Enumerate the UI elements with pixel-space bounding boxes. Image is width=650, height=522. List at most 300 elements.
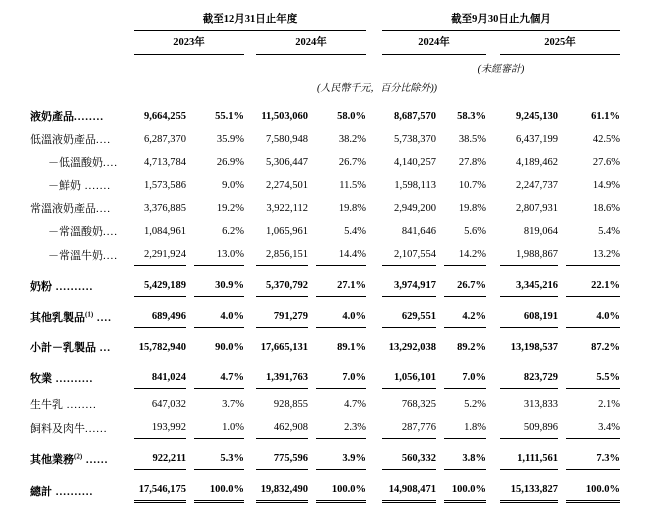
cell-percent: 10.7% [458,180,486,191]
table-row [30,328,620,359]
cell-percent: 22.1% [566,266,620,297]
pair-gap [486,297,500,328]
cell-amount: 6,437,199 [516,134,558,145]
cell-percent: 27.6% [592,157,620,168]
column-gap [308,470,316,502]
cell-percent: 9.0% [222,180,244,191]
cell-percent: 38.2% [338,134,366,145]
column-gap [436,389,444,416]
table-row [30,150,620,173]
cell-amount: 14,908,471 [382,470,436,502]
cell-amount: 1,056,101 [382,358,436,389]
row-label [30,470,134,502]
cell-percent: 13.2% [566,242,620,266]
year-header-2025: 2025年 [500,31,620,55]
pair-gap [244,31,256,55]
nine-month-period-header: 截至9月30日止九個月 [382,14,620,31]
footnote-marker: (2) [74,451,83,460]
cell-amount: 1,065,961 [266,226,308,237]
column-gap [436,219,444,242]
pair-gap [244,328,256,359]
cell-amount: 689,496 [134,297,186,328]
column-gap [558,127,566,150]
cell-amount: 629,551 [382,297,436,328]
column-gap [558,439,566,470]
cell-amount: 5,370,792 [256,266,308,297]
pair-gap [486,242,500,266]
cell-percent: 7.0% [444,358,486,389]
table-row [30,242,620,266]
pair-gap [486,150,500,173]
cell-percent: 3.7% [222,399,244,410]
cell-percent: 58.3% [457,111,486,122]
row-label-text: －低溫酸奶 [48,157,103,169]
column-gap [186,127,194,150]
column-gap [436,127,444,150]
cell-percent: 4.0% [316,297,366,328]
pair-gap [366,173,382,196]
cell-amount: 11,503,060 [261,111,308,122]
column-gap [186,439,194,470]
footnote-marker: (1) [85,309,94,318]
cell-percent: 2.3% [316,415,366,439]
cell-percent: 19.8% [458,203,486,214]
column-gap [186,242,194,266]
column-gap [308,415,316,439]
cell-amount: 9,664,255 [144,111,186,122]
cell-percent: 6.2% [222,226,244,237]
column-gap [186,358,194,389]
pair-gap [486,266,500,297]
dot-leader: .......... [52,280,94,293]
cell-percent: 14.4% [316,242,366,266]
cell-percent: 26.9% [216,157,244,168]
dot-leader: .... [103,157,118,169]
cell-amount: 608,191 [500,297,558,328]
cell-amount: 1,391,763 [256,358,308,389]
cell-percent: 3.8% [444,439,486,470]
column-gap [308,297,316,328]
column-gap [436,439,444,470]
column-gap [436,150,444,173]
row-label-text: 總計 [30,485,52,498]
year-header-row [30,31,620,55]
cell-amount: 922,211 [134,439,186,470]
column-gap [436,196,444,219]
column-gap [308,196,316,219]
cell-amount: 3,922,112 [266,203,308,214]
cell-amount: 1,573,586 [144,180,186,191]
cell-amount: 2,247,737 [516,180,558,191]
column-gap [558,104,566,127]
column-gap [186,266,194,297]
cell-amount: 193,992 [134,415,186,439]
table-row [30,297,620,328]
cell-amount: 17,546,175 [134,470,186,502]
cell-percent: 7.0% [316,358,366,389]
cell-amount: 7,580,948 [266,134,308,145]
cell-percent: 14.2% [444,242,486,266]
cell-amount: 13,198,537 [510,342,558,353]
unit-note: (人民幣千元，百分比除外)) [317,83,437,94]
row-label-text: －常溫牛奶 [48,249,103,262]
cell-percent: 4.2% [444,297,486,328]
table-row [30,266,620,297]
row-label-text: 生牛乳 [30,399,63,411]
table-row [30,104,620,127]
pair-gap [244,439,256,470]
pair-gap [366,266,382,297]
cell-amount: 19,832,490 [256,470,308,502]
pair-gap [486,439,500,470]
column-gap [308,127,316,150]
row-label [30,173,134,196]
cell-percent: 30.9% [194,266,244,297]
unaudited-spacer [30,55,382,76]
column-gap [186,470,194,502]
cell-percent: 19.2% [216,203,244,214]
annual-period-header: 截至12月31日止年度 [134,14,366,31]
cell-percent: 61.1% [591,111,620,122]
row-label [30,242,134,266]
dot-leader: .......... [52,485,94,498]
cell-amount: 3,974,917 [382,266,436,297]
column-gap [308,219,316,242]
dot-leader: ...... [82,453,109,466]
pair-gap [366,242,382,266]
pair-gap [366,127,382,150]
cell-percent: 3.4% [566,415,620,439]
cell-amount: 768,325 [401,399,436,410]
column-gap [436,328,444,359]
row-label [30,358,134,389]
cell-amount: 928,855 [273,399,308,410]
pair-gap [244,358,256,389]
column-gap [186,415,194,439]
row-label-text: 液奶產品 [30,111,74,123]
row-label [30,104,134,127]
column-gap [186,389,194,416]
pair-gap [366,358,382,389]
row-label [30,297,134,328]
cell-amount: 1,111,561 [500,439,558,470]
cell-percent: 4.7% [194,358,244,389]
column-gap [436,470,444,502]
pair-gap [366,150,382,173]
cell-percent: 18.6% [592,203,620,214]
cell-percent: 87.2% [591,342,620,353]
cell-amount: 2,856,151 [256,242,308,266]
cell-amount: 1,084,961 [144,226,186,237]
cell-amount: 819,064 [523,226,558,237]
cell-amount: 2,107,554 [382,242,436,266]
cell-percent: 35.9% [216,134,244,145]
cell-amount: 1,598,113 [394,180,436,191]
table-row [30,196,620,219]
column-gap [558,358,566,389]
column-gap [558,219,566,242]
column-gap [558,196,566,219]
row-label-text: 小計－乳製品 [30,342,96,354]
column-gap [308,389,316,416]
cell-percent: 100.0% [444,470,486,502]
cell-amount: 560,332 [382,439,436,470]
pair-gap [244,196,256,219]
cell-amount: 791,279 [256,297,308,328]
dot-leader: .... [96,203,111,215]
table-row [30,389,620,416]
pair-gap [486,470,500,502]
column-gap [308,439,316,470]
column-gap [558,415,566,439]
row-label [30,127,134,150]
column-gap [186,150,194,173]
pair-gap [244,104,256,127]
cell-amount: 313,833 [523,399,558,410]
column-gap [558,266,566,297]
cell-percent: 26.7% [338,157,366,168]
table-row [30,219,620,242]
pair-gap [244,150,256,173]
column-gap [186,219,194,242]
pair-gap [486,415,500,439]
pair-gap [366,104,382,127]
cell-percent: 38.5% [458,134,486,145]
cell-amount: 6,287,370 [144,134,186,145]
pair-gap [486,127,500,150]
table-row [30,173,620,196]
pair-gap [244,470,256,502]
year-header-2024-annual: 2024年 [256,31,366,55]
column-gap [186,297,194,328]
pair-gap [486,173,500,196]
pair-gap [244,219,256,242]
column-gap [186,173,194,196]
column-gap [558,470,566,502]
row-label [30,415,134,439]
pair-gap [486,219,500,242]
cell-percent: 4.0% [566,297,620,328]
column-gap [436,297,444,328]
column-gap [436,173,444,196]
pair-gap [366,219,382,242]
dot-leader: ........ [63,399,97,411]
cell-percent: 100.0% [194,470,244,502]
pair-gap [244,173,256,196]
column-gap [436,242,444,266]
column-gap [436,415,444,439]
cell-amount: 4,140,257 [394,157,436,168]
cell-amount: 823,729 [500,358,558,389]
dot-leader: .... [93,311,112,324]
column-gap [436,358,444,389]
column-gap [558,173,566,196]
column-gap [558,150,566,173]
year-header-2024-interim: 2024年 [382,31,486,55]
cell-amount: 647,032 [151,399,186,410]
cell-percent: 7.3% [566,439,620,470]
column-gap [186,328,194,359]
column-gap [558,297,566,328]
dot-leader: ........ [74,111,104,123]
table-body [30,104,620,502]
pair-gap [486,104,500,127]
cell-amount: 4,189,462 [516,157,558,168]
pair-gap [486,196,500,219]
row-label [30,328,134,359]
dot-leader: .... [96,134,111,146]
row-label-text: 飼料及肉牛 [30,422,85,435]
cell-percent: 19.8% [338,203,366,214]
pair-gap [366,328,382,359]
column-gap [436,266,444,297]
pair-gap [244,266,256,297]
dot-leader: ....... [81,180,111,192]
dot-leader: .... [103,226,118,238]
cell-amount: 9,245,130 [516,111,558,122]
cell-percent: 90.0% [215,342,244,353]
cell-percent: 5.4% [598,226,620,237]
group-gap [366,14,382,31]
cell-percent: 89.2% [457,342,486,353]
unaudited-row [30,55,620,76]
cell-percent: 11.5% [339,180,366,191]
row-label [30,196,134,219]
row-label-text: －鮮奶 [48,180,81,192]
row-label-text: 其他乳製品 [30,311,85,324]
row-label [30,439,134,470]
cell-amount: 462,908 [256,415,308,439]
column-gap [558,389,566,416]
pair-gap [366,439,382,470]
pair-gap [244,242,256,266]
cell-percent: 89.1% [337,342,366,353]
pair-gap [366,470,382,502]
cell-percent: 100.0% [316,470,366,502]
table-row [30,415,620,439]
row-label [30,266,134,297]
dot-leader: ...... [85,422,108,435]
pair-gap [244,127,256,150]
column-gap [308,173,316,196]
cell-percent: 27.1% [316,266,366,297]
cell-percent: 2.1% [598,399,620,410]
cell-percent: 14.9% [592,180,620,191]
header-label-spacer [30,31,134,55]
cell-amount: 15,133,827 [500,470,558,502]
cell-percent: 100.0% [566,470,620,502]
cell-amount: 8,687,570 [394,111,436,122]
pair-gap [366,297,382,328]
column-gap [186,104,194,127]
cell-percent: 4.7% [344,399,366,410]
table-row [30,439,620,470]
cell-amount: 3,376,885 [144,203,186,214]
cell-percent: 1.0% [194,415,244,439]
cell-amount: 509,896 [500,415,558,439]
row-label-text: －常溫酸奶 [48,226,103,238]
cell-percent: 27.8% [458,157,486,168]
pair-gap [244,389,256,416]
row-label-text: 其他業務 [30,453,74,466]
cell-percent: 3.9% [316,439,366,470]
row-label [30,150,134,173]
cell-amount: 17,665,131 [260,342,308,353]
cell-amount: 841,024 [134,358,186,389]
dot-leader: ... [96,342,111,354]
column-gap [558,242,566,266]
year-header-2023: 2023年 [134,31,244,55]
table-row [30,470,620,502]
unit-note-row [30,75,620,104]
cell-amount: 13,292,038 [388,342,436,353]
column-gap [186,196,194,219]
table-row [30,358,620,389]
cell-percent: 42.5% [592,134,620,145]
table-header [30,14,620,104]
cell-amount: 2,291,924 [134,242,186,266]
pair-gap [366,196,382,219]
cell-amount: 4,713,784 [144,157,186,168]
row-label-text: 奶粉 [30,280,52,293]
header-label-spacer [30,14,134,31]
cell-amount: 5,738,370 [394,134,436,145]
cell-percent: 13.0% [194,242,244,266]
group-gap [366,31,382,55]
cell-percent: 5.3% [194,439,244,470]
cell-amount: 2,949,200 [394,203,436,214]
cell-amount: 5,306,447 [266,157,308,168]
column-gap [436,104,444,127]
cell-percent: 55.1% [215,111,244,122]
pair-gap [366,389,382,416]
pair-gap [244,297,256,328]
row-label-text: 低溫液奶產品 [30,134,96,146]
cell-percent: 5.5% [566,358,620,389]
column-gap [308,104,316,127]
dot-leader: .... [103,249,118,262]
column-gap [308,358,316,389]
pair-gap [486,328,500,359]
cell-percent: 5.6% [464,226,486,237]
pair-gap [486,389,500,416]
cell-amount: 5,429,189 [134,266,186,297]
period-group-row [30,14,620,31]
cell-amount: 775,596 [256,439,308,470]
cell-percent: 4.0% [194,297,244,328]
cell-amount: 3,345,216 [500,266,558,297]
row-label [30,389,134,416]
cell-amount: 287,776 [382,415,436,439]
table-row [30,127,620,150]
column-gap [558,328,566,359]
column-gap [308,328,316,359]
cell-amount: 1,988,867 [500,242,558,266]
cell-amount: 15,782,940 [138,342,186,353]
cell-percent: 5.2% [464,399,486,410]
dot-leader: .......... [52,372,94,385]
pair-gap [486,358,500,389]
column-gap [308,150,316,173]
pair-gap [244,415,256,439]
column-gap [308,242,316,266]
cell-amount: 2,274,501 [266,180,308,191]
revenue-breakdown-table [30,14,620,503]
row-label-text: 常溫液奶產品 [30,203,96,215]
cell-percent: 5.4% [344,226,366,237]
row-label [30,219,134,242]
note-spacer [30,75,134,104]
